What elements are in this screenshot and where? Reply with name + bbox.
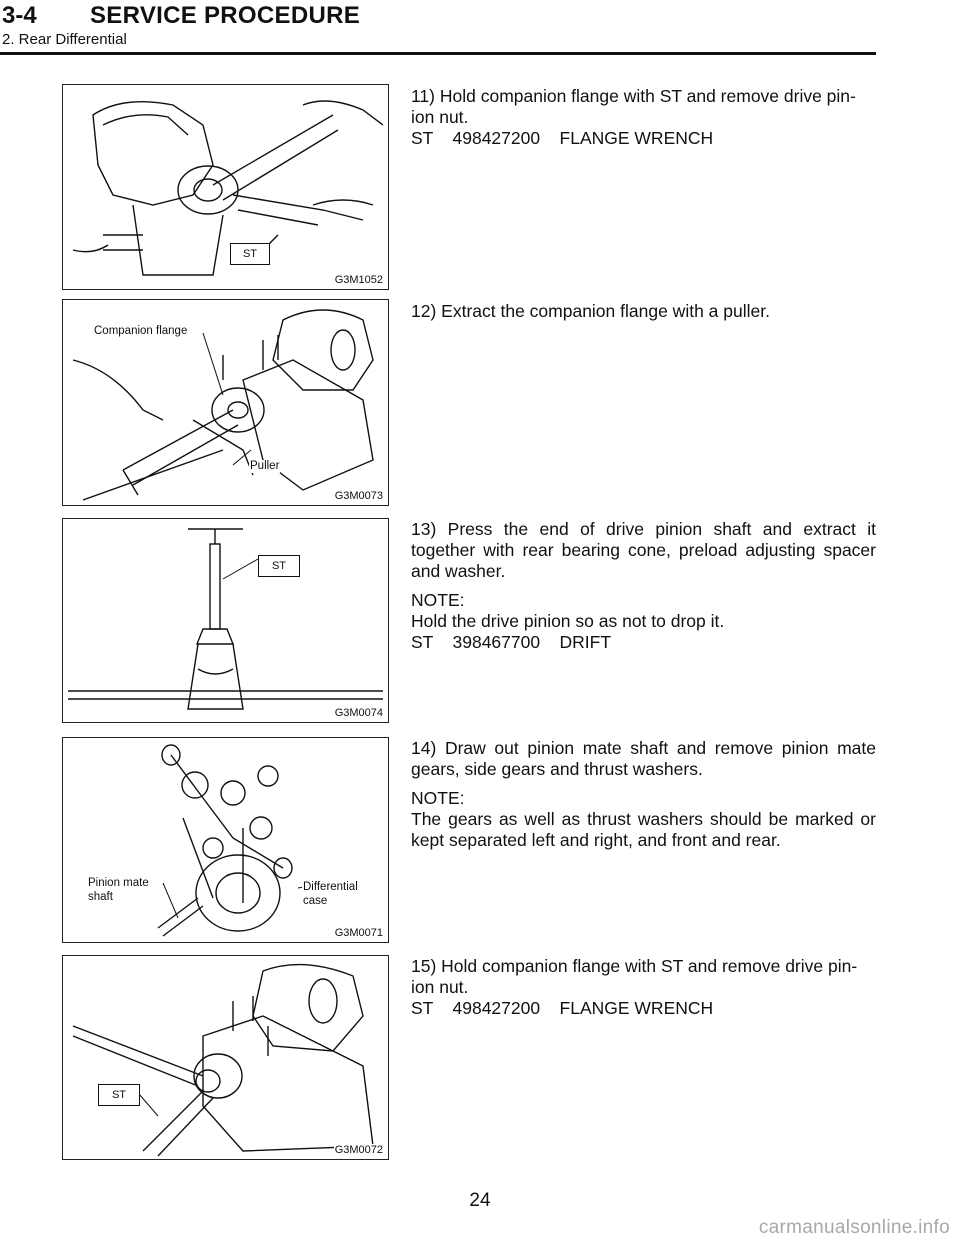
header-rule <box>0 52 876 55</box>
st-callout: ST <box>98 1084 140 1106</box>
st-callout: ST <box>258 555 300 577</box>
drift-illustration <box>63 519 388 722</box>
page-subtitle: 2. Rear Differential <box>2 31 127 48</box>
step-11 <box>411 86 876 149</box>
step-12-text: 12) Extract the companion flange with a puller. <box>411 301 770 321</box>
watermark[interactable]: carmanualsonline.info <box>758 1217 950 1238</box>
step-11-line2: ion nut. <box>411 107 469 127</box>
figure-code: G3M0071 <box>334 927 383 939</box>
step-11-tool: ST 498427200 FLANGE WRENCH <box>411 128 714 148</box>
step-12 <box>411 301 876 322</box>
step-15-line1: 15) Hold companion flange with ST and remove drive pin- <box>411 956 858 976</box>
figure-flange-wrench <box>62 84 389 290</box>
label-pinion-mate-shaft-1: Pinion mate <box>88 877 149 889</box>
flange-wrench-2-illustration <box>63 956 388 1159</box>
step-14-text: 14) Draw out pinion mate shaft and remove pinion mate gears, side gears and thrust washers. <box>411 738 876 779</box>
step-14-note: The gears as well as thrust washers should be marked or kept separated left and right, and front and rear. <box>411 809 876 850</box>
st-callout: ST <box>230 243 270 265</box>
page-number: 24 <box>469 1190 491 1211</box>
label-companion-flange: Companion flange <box>94 325 188 337</box>
flange-wrench-illustration <box>63 85 388 289</box>
label-differential-case-2: case <box>303 895 328 907</box>
figure-flange-wrench-2 <box>62 955 389 1160</box>
step-13-note: Hold the drive pinion so as not to drop it. <box>411 611 725 631</box>
step-11-line1: 11) Hold companion flange with ST and remove drive pin- <box>411 86 856 106</box>
label-puller: Puller <box>250 460 280 472</box>
step-13-note-label: NOTE: <box>411 590 465 610</box>
figure-drift <box>62 518 389 723</box>
pinion-mate-illustration <box>63 738 388 942</box>
step-13 <box>411 519 876 653</box>
label-differential-case-1: Differential <box>303 881 358 893</box>
step-13-tool: ST 398467700 DRIFT <box>411 632 612 652</box>
section-number: 3-4 <box>2 2 37 29</box>
step-15 <box>411 956 876 1019</box>
step-15-line2: ion nut. <box>411 977 469 997</box>
step-13-text: 13) Press the end of drive pinion shaft and extract it together with rear bearing cone, preload adjusting spacer and washer. <box>411 519 876 581</box>
step-15-tool: ST 498427200 FLANGE WRENCH <box>411 998 714 1018</box>
figure-code: G3M0072 <box>334 1144 383 1156</box>
label-pinion-mate-shaft-2: shaft <box>88 891 113 903</box>
figure-code: G3M0074 <box>334 707 383 719</box>
figure-code: G3M0073 <box>334 490 383 502</box>
figure-pinion-mate <box>62 737 389 943</box>
step-14 <box>411 738 876 851</box>
page-title: SERVICE PROCEDURE <box>90 2 361 29</box>
figure-puller <box>62 299 389 506</box>
step-14-note-label: NOTE: <box>411 788 465 808</box>
figure-code: G3M1052 <box>334 274 383 286</box>
